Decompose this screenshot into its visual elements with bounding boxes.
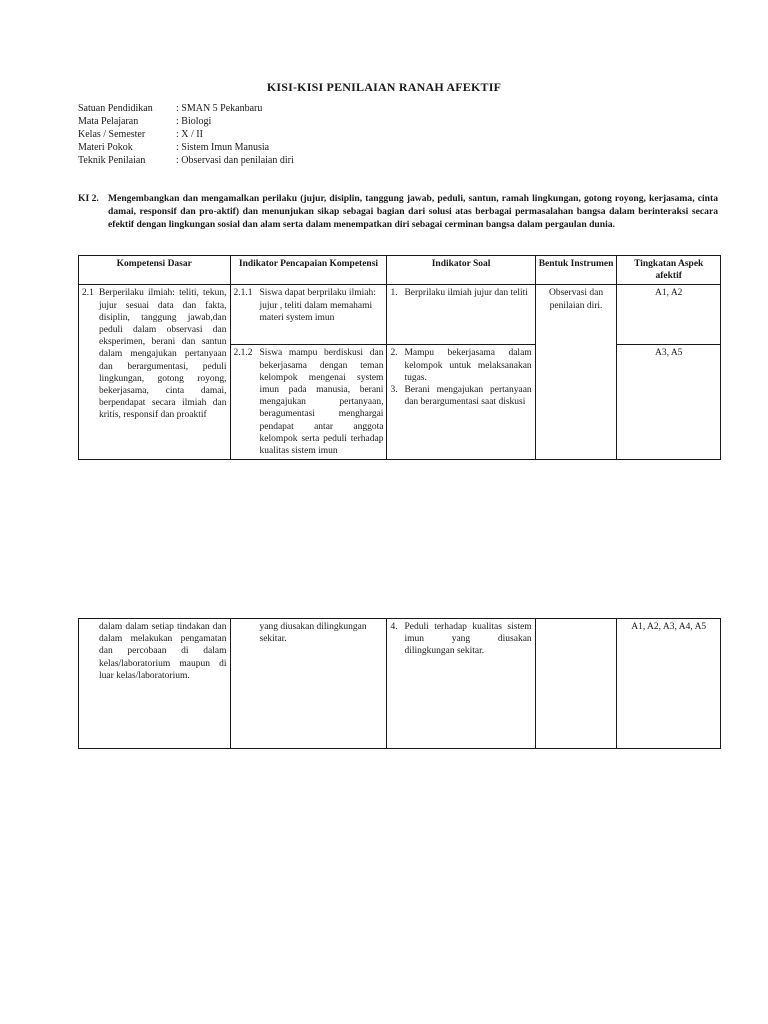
meta-row-materi	[78, 141, 294, 154]
soal-item	[390, 621, 531, 658]
soal-text: Peduli terhadap kualitas sistem imun yang diusakan dilingkungan sekitar.	[404, 622, 532, 657]
kd-text: Berperilaku ilmiah: teliti, tekun, jujur sesuai data dan fakta, disiplin, tanggung jawab,dan peduli dalam observasi dan eksperimen, berani dan santun dalam mengajukan pertanyaan dan berargumentasi, peduli lingkungan, gotong royong, bekerjasama, cinta damai, berpendapat secara ilmiah dan kritis, responsif dan proaktif	[99, 288, 227, 421]
indicator-number: 2.1.2	[233, 348, 253, 359]
soal-number: 4.	[390, 622, 398, 632]
header-tingkatan-aspek: Tingkatan Aspek afektif	[617, 256, 721, 285]
ki-paragraph	[78, 192, 718, 231]
indicator-text: yang diusakan dilingkungan sekitar.	[259, 622, 367, 645]
instrument-cell	[535, 619, 617, 749]
aspek-cell: A1, A2	[617, 285, 721, 345]
indicator-cell	[230, 285, 387, 345]
kisi-table-part-2	[78, 618, 721, 749]
meta-label: Kelas / Semester	[78, 129, 146, 140]
ki-text: Mengembangkan dan mengamalkan perilaku (jujur, disiplin, tanggung jawab, peduli, santun, ramah lingkungan, gotong royong, kerjasama, cinta damai, responsif dan pro-aktif) dan menunjukan sikap sebagai bagian dari solusi atas berbagai permasalahan bangsa dalam berinteraksi secara efektif dengan lingkungan sosial dan alam serta dalam menempatkan diri sebagai cerminan bangsa dalam pergaulan dunia.	[108, 193, 718, 230]
meta-row-teknik	[78, 154, 294, 167]
soal-item	[390, 287, 531, 299]
meta-label: Satuan Pendidikan	[78, 103, 153, 114]
meta-label: Mata Pelajaran	[78, 116, 139, 127]
meta-value: : Biologi	[176, 116, 212, 127]
meta-label: Materi Pokok	[78, 142, 133, 153]
indicator-text: Siswa mampu berdiskusi dan bekerjasama dengan teman kelompok mengenai system imun pada manusia, berani mengajukan pertanyaan, beragumentasi menghargai pendapat antar anggota kelompok serta peduli terhadap kualitas sistem imun	[259, 348, 384, 457]
meta-row-satuan	[78, 102, 294, 115]
meta-value: : Sistem Imun Manusia	[176, 142, 270, 153]
header-kompetensi-dasar: Kompetensi Dasar	[79, 256, 231, 285]
kd-cell	[79, 285, 231, 460]
indicator-number: 2.1.1	[233, 288, 253, 299]
soal-item	[390, 347, 531, 384]
soal-cell	[387, 285, 535, 345]
soal-item	[390, 384, 531, 408]
soal-text: Mampu bekerjasama dalam kelompok untuk melaksanakan tugas.	[404, 348, 532, 383]
document-meta	[78, 102, 294, 167]
soal-number: 1.	[390, 288, 398, 299]
soal-cell	[387, 345, 535, 460]
meta-value: : X / II	[176, 129, 203, 140]
header-indikator-soal: Indikator Soal	[387, 256, 535, 285]
soal-text: Berani mengajukan pertanyaan dan berargumentasi saat diskusi	[404, 385, 532, 408]
meta-value: : SMAN 5 Pekanbaru	[176, 103, 263, 114]
instrument-cell: Observasi dan penilaian diri.	[535, 285, 617, 460]
table-row	[79, 619, 721, 749]
aspek-cell: A3, A5	[617, 345, 721, 460]
meta-label: Teknik Penilaian	[78, 155, 146, 166]
meta-row-mapel	[78, 115, 294, 128]
ki-number: KI 2.	[78, 193, 99, 204]
kd-cell	[79, 619, 231, 749]
kd-number: 2.1	[82, 288, 94, 299]
table-row	[79, 285, 721, 345]
aspek-cell: A1, A2, A3, A4, A5	[617, 619, 721, 749]
header-indikator-pencapaian: Indikator Pencapaian Kompetensi	[230, 256, 387, 285]
soal-text: Berprilaku ilmiah jujur dan teliti	[404, 288, 528, 299]
indicator-text: Siswa dapat berprilaku ilmiah: jujur , teliti dalam memahami materi system imun	[259, 288, 376, 323]
indicator-cell	[230, 345, 387, 460]
soal-cell	[387, 619, 535, 749]
header-bentuk-instrumen: Bentuk Instrumen	[535, 256, 617, 285]
table-header-row	[79, 256, 721, 285]
soal-number: 2.	[390, 348, 398, 359]
indicator-cell	[230, 619, 387, 749]
meta-value: : Observasi dan penilaian diri	[176, 155, 294, 166]
document-title: KISI-KISI PENILAIAN RANAH AFEKTIF	[266, 80, 502, 94]
meta-row-kelas	[78, 128, 294, 141]
kd-text: dalam dalam setiap tindakan dan dalam melakukan pengamatan dan percobaan di dalam kelas/laboratorium maupun di luar kelas/laboratorium.	[99, 622, 227, 681]
soal-number: 3.	[390, 385, 398, 396]
kisi-table-part-1	[78, 255, 721, 460]
